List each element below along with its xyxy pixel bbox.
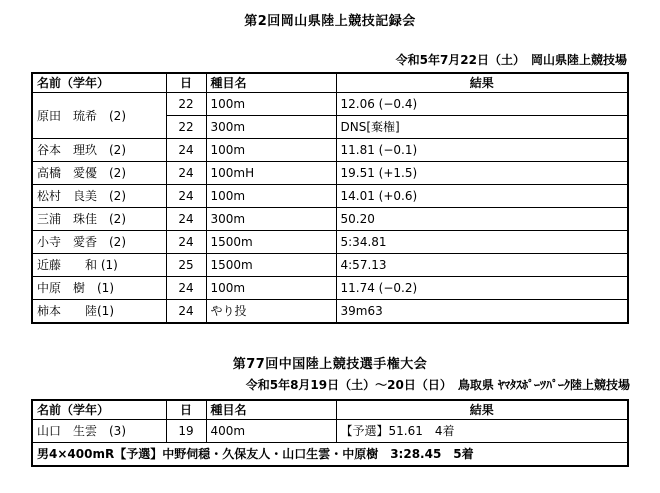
relay-note: 男4×400mR【予選】中野伺穏・久保友人・山口生雲・中原樹 3:28.45 5着 [32, 443, 628, 467]
event-result: 11.81 (−0.1) [336, 139, 628, 162]
athlete-name: 柿本 陸(1) [32, 300, 166, 324]
athlete-name: 谷本 理玖 (2) [32, 139, 166, 162]
relay-note-row [32, 443, 628, 467]
meet1-results-table [31, 72, 629, 324]
header-day: 日 [166, 73, 206, 93]
athlete-name: 高橋 愛優 (2) [32, 162, 166, 185]
table-row [32, 300, 628, 324]
table-header-row [32, 73, 628, 93]
header-name: 名前（学年） [32, 73, 166, 93]
table-row [32, 185, 628, 208]
event-day: 25 [166, 254, 206, 277]
header-name: 名前（学年） [32, 400, 166, 420]
athlete-name: 松村 良美 (2) [32, 185, 166, 208]
event-day: 24 [166, 139, 206, 162]
table-header-row [32, 400, 628, 420]
table-row [32, 231, 628, 254]
event-name: 100m [206, 93, 336, 116]
event-name: やり投 [206, 300, 336, 324]
athlete-name: 小寺 愛香 (2) [32, 231, 166, 254]
event-day: 24 [166, 208, 206, 231]
event-result: 50.20 [336, 208, 628, 231]
event-day: 24 [166, 185, 206, 208]
event-day: 22 [166, 116, 206, 139]
event-day: 24 [166, 231, 206, 254]
event-result: 4:57.13 [336, 254, 628, 277]
event-result: 12.06 (−0.4) [336, 93, 628, 116]
event-day: 19 [166, 420, 206, 443]
header-result: 結果 [336, 400, 628, 420]
event-name: 1500m [206, 231, 336, 254]
event-day: 24 [166, 162, 206, 185]
athlete-name: 原田 琉希 (2) [32, 93, 166, 139]
event-result: DNS[棄権] [336, 116, 628, 139]
table-row [32, 93, 628, 116]
header-event: 種目名 [206, 73, 336, 93]
meet1-subtitle: 令和5年7月22日（土） 岡山県陸上競技場 [395, 53, 627, 67]
event-result: 39m63 [336, 300, 628, 324]
table-row [32, 162, 628, 185]
event-name: 400m [206, 420, 336, 443]
event-name: 100m [206, 139, 336, 162]
event-name: 300m [206, 208, 336, 231]
event-day: 24 [166, 277, 206, 300]
event-name: 100m [206, 185, 336, 208]
meet2-results-table [31, 399, 629, 467]
header-result: 結果 [336, 73, 628, 93]
event-name: 100m [206, 277, 336, 300]
header-event: 種目名 [206, 400, 336, 420]
athlete-name: 山口 生雲 (3) [32, 420, 166, 443]
table-row [32, 420, 628, 443]
table-row [32, 139, 628, 162]
event-name: 300m [206, 116, 336, 139]
table-row [32, 277, 628, 300]
event-name: 100mH [206, 162, 336, 185]
table-row [32, 208, 628, 231]
athlete-name: 近藤 和 (1) [32, 254, 166, 277]
event-result: 【予選】51.61 4着 [336, 420, 628, 443]
meet1-title: 第2回岡山県陸上競技記録会 [244, 14, 416, 29]
athlete-name: 三浦 珠佳 (2) [32, 208, 166, 231]
event-day: 24 [166, 300, 206, 324]
header-day: 日 [166, 400, 206, 420]
event-day: 22 [166, 93, 206, 116]
table-row [32, 254, 628, 277]
event-result: 14.01 (+0.6) [336, 185, 628, 208]
athlete-name: 中原 樹 (1) [32, 277, 166, 300]
meet2-subtitle: 令和5年8月19日（土）〜20日（日） 鳥取県 ﾔﾏﾀｽﾎﾟｰﾂﾊﾟｰｸ陸上競技場 [245, 378, 630, 392]
event-result: 5:34.81 [336, 231, 628, 254]
meet2-title: 第77回中国陸上競技選手権大会 [232, 357, 428, 372]
event-name: 1500m [206, 254, 336, 277]
event-result: 11.74 (−0.2) [336, 277, 628, 300]
event-result: 19.51 (+1.5) [336, 162, 628, 185]
